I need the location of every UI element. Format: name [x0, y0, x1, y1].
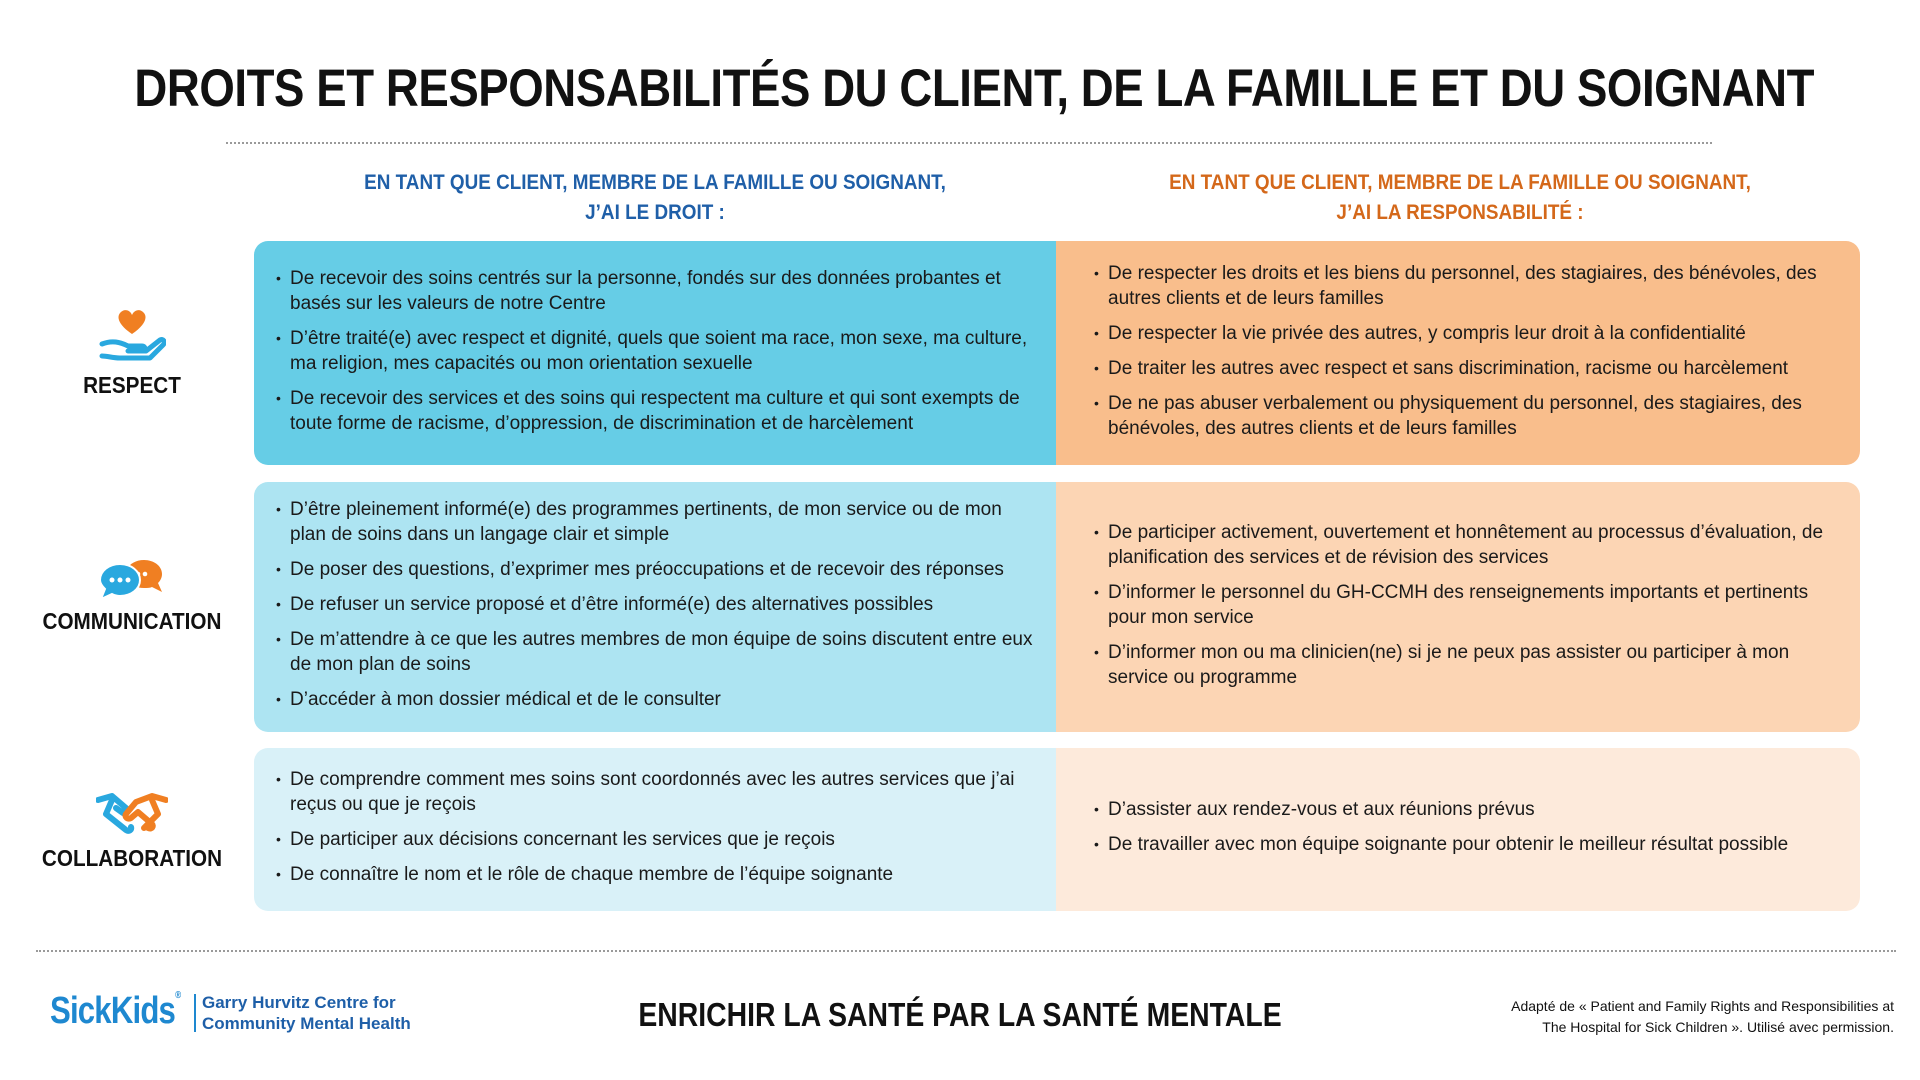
list-item: • De respecter la vie privée des autres, y compris leur droit à la confidentialité — [1094, 321, 1838, 346]
logo-registered-mark: ® — [175, 990, 181, 1001]
communication-responsibilities-list — [1094, 515, 1838, 700]
collaboration-responsibilities-list — [1094, 792, 1838, 867]
communication-row — [254, 482, 1860, 732]
rights-heading-line-1: EN TANT QUE CLIENT, MEMBRE DE LA FAMILLE OU SOIGNANT, — [364, 171, 946, 194]
footer-divider — [36, 950, 1896, 952]
row-label-collaboration: COLLABORATION — [41, 845, 223, 871]
collaboration-responsibilities-cell — [1056, 748, 1860, 911]
list-item: • De refuser un service proposé et d’être informé(e) des alternatives possibles — [276, 592, 1034, 617]
credit-line-1: Adapté de « Patient and Family Rights and Responsibilities at — [1511, 998, 1894, 1014]
logo-subtitle-line-2: Community Mental Health — [202, 1014, 411, 1033]
list-item: • De comprendre comment mes soins sont coordonnés avec les autres services que j’ai reçus ou que je reçois — [276, 767, 1034, 817]
list-item: • D’informer mon ou ma clinicien(ne) si je ne peux pas assister ou participer à mon service ou programme — [1094, 640, 1838, 690]
list-item: • De connaître le nom et le rôle de chaque membre de l’équipe soignante — [276, 862, 1034, 887]
row-label-respect: RESPECT — [83, 372, 181, 398]
list-item: • De travailler avec mon équipe soignante pour obtenir le meilleur résultat possible — [1094, 832, 1838, 857]
responsibilities-heading-line-2: J’AI LA RESPONSABILITÉ : — [1336, 201, 1584, 224]
sickkids-logo — [50, 990, 180, 1033]
chat-bubbles-icon — [98, 556, 168, 600]
respect-rights-list — [276, 261, 1034, 446]
list-item: • De ne pas abuser verbalement ou physiquement du personnel, des stagiaires, des bénévoles, des autres clients et de leurs familles — [1094, 391, 1838, 441]
respect-rights-cell — [254, 241, 1056, 465]
list-item: • De recevoir des services et des soins qui respectent ma culture et qui sont exempts de toute forme de racisme, d’oppression, de discrimination et de harcèlement — [276, 386, 1034, 436]
list-item: • D’assister aux rendez-vous et aux réunions prévus — [1094, 797, 1838, 822]
list-item: • D’accéder à mon dossier médical et de le consulter — [276, 687, 1034, 712]
list-item: • De traiter les autres avec respect et sans discrimination, racisme ou harcèlement — [1094, 356, 1838, 381]
communication-rights-cell — [254, 482, 1056, 732]
footer-tagline: ENRICHIR LA SANTÉ PAR LA SANTÉ MENTALE — [638, 996, 1282, 1033]
list-item: • D’être traité(e) avec respect et dignité, quels que soient ma race, mon sexe, ma culture, ma religion, mes capacités ou mon orientation sexuelle — [276, 326, 1034, 376]
list-item: • De respecter les droits et les biens du personnel, des stagiaires, des bénévoles, des autres clients et de leurs familles — [1094, 261, 1838, 311]
rights-column-heading — [295, 168, 1015, 228]
communication-responsibilities-cell — [1056, 482, 1860, 732]
list-item: • D’informer le personnel du GH-CCMH des renseignements importants et pertinents pour mon service — [1094, 580, 1838, 630]
list-item: • De poser des questions, d’exprimer mes préoccupations et de recevoir des réponses — [276, 557, 1034, 582]
respect-responsibilities-cell — [1056, 241, 1860, 465]
collaboration-rights-list — [276, 762, 1034, 897]
collaboration-rights-cell — [254, 748, 1056, 911]
heart-hand-icon — [98, 304, 166, 364]
communication-rights-list — [276, 492, 1034, 722]
collaboration-row — [254, 748, 1860, 911]
credit-line-2: The Hospital for Sick Children ». Utilisé avec permission. — [1542, 1019, 1894, 1035]
list-item: • De participer aux décisions concernant les services que je reçois — [276, 827, 1034, 852]
respect-responsibilities-list — [1094, 256, 1838, 451]
handshake-icon — [96, 790, 168, 836]
list-item: • D’être pleinement informé(e) des programmes pertinents, de mon service ou de mon plan de soins dans un langage clair et simple — [276, 497, 1034, 547]
logo-subtitle — [202, 992, 411, 1034]
respect-row — [254, 241, 1860, 465]
footer-credit — [1434, 996, 1894, 1038]
row-label-communication: COMMUNICATION — [42, 608, 222, 634]
title-divider — [226, 142, 1712, 144]
logo-text: SickKids — [50, 990, 176, 1032]
logo-separator — [194, 994, 196, 1032]
list-item: • De participer activement, ouvertement et honnêtement au processus d’évaluation, de planification des services et de révision des services — [1094, 520, 1838, 570]
list-item: • De m’attendre à ce que les autres membres de mon équipe de soins discutent entre eux de mon plan de soins — [276, 627, 1034, 677]
page-title: DROITS ET RESPONSABILITÉS DU CLIENT, DE LA FAMILLE ET DU SOIGNANT — [134, 59, 1815, 118]
responsibilities-column-heading — [1100, 168, 1820, 228]
rights-heading-line-2: J’AI LE DROIT : — [585, 201, 725, 224]
list-item: • De recevoir des soins centrés sur la personne, fondés sur des données probantes et basés sur les valeurs de notre Centre — [276, 266, 1034, 316]
responsibilities-heading-line-1: EN TANT QUE CLIENT, MEMBRE DE LA FAMILLE OU SOIGNANT, — [1169, 171, 1751, 194]
logo-subtitle-line-1: Garry Hurvitz Centre for — [202, 993, 396, 1012]
